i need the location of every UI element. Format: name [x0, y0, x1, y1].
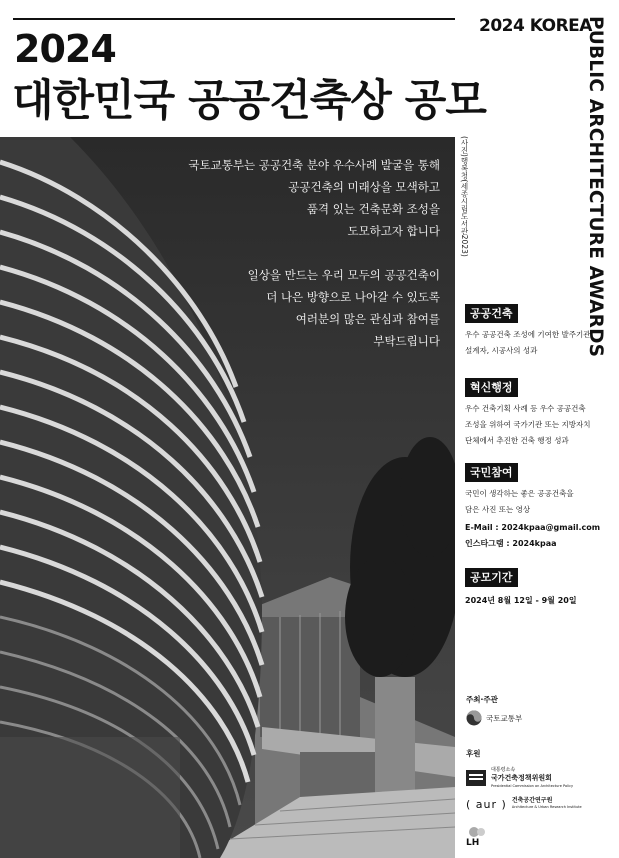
lh-circles-icon	[466, 826, 490, 838]
sponsor1-name: 국가건축정책위원회	[491, 774, 552, 782]
title-year: 2024	[14, 27, 116, 71]
category-description	[465, 486, 600, 518]
pcap-emblem-icon	[466, 770, 486, 786]
contact-instagram[interactable]: 인스타그램 : 2024kpaa	[465, 539, 557, 548]
category-label: 국민참여	[465, 463, 518, 482]
category-line: 설계자, 시공사의 성과	[465, 346, 538, 355]
category-line: 국민이 생각하는 좋은 공공건축을	[465, 489, 574, 498]
top-rule	[13, 18, 455, 20]
photo-credit: (사진)행복청(세종시립도서관2023)	[460, 136, 469, 257]
sponsor-auri-logo	[466, 797, 582, 811]
category-line: 담은 사진 또는 영상	[465, 505, 531, 514]
category-line: 조성을 위하여 국가기관 또는 지방자치	[465, 420, 591, 429]
intro-text	[175, 154, 440, 352]
submission-period	[465, 566, 577, 609]
host-logo	[466, 710, 522, 726]
sponsor3-name: LH	[466, 838, 480, 848]
sponsor-pcap-logo	[466, 766, 573, 790]
korea-label: 2024 KOREA	[479, 16, 592, 36]
taegeuk-icon	[466, 710, 482, 726]
sponsor2-name: 건축공간연구원	[511, 797, 553, 804]
host-name: 국토교통부	[486, 713, 523, 723]
intro-line: 부탁드립니다	[373, 334, 440, 348]
host-label: 주최·주관	[466, 695, 498, 704]
category-public-architecture	[465, 302, 593, 359]
category-label: 공공건축	[465, 304, 518, 323]
english-title-vertical: PUBLIC ARCHITECTURE AWARDS	[585, 16, 606, 358]
category-label: 혁신행정	[465, 378, 518, 397]
contact-email[interactable]: E-Mail : 2024kpaa@gmail.com	[465, 523, 601, 532]
intro-line: 도모하고자 합니다	[347, 224, 440, 238]
period-label: 공모기간	[465, 568, 518, 587]
category-line: 우수 공공건축 조성에 기여한 발주기관,	[465, 330, 593, 339]
category-innovative-administration	[465, 376, 590, 449]
category-description	[465, 327, 593, 359]
sponsor1-en: Presidential Commission on Architecture Policy	[491, 784, 574, 788]
auri-mark: ( aur )	[466, 797, 507, 811]
page-title: 대한민국 공공건축상 공모	[12, 76, 486, 126]
intro-line: 공공건축의 미래상을 모색하고	[288, 180, 440, 194]
intro-line: 더 나은 방향으로 나아갈 수 있도록	[266, 290, 440, 304]
category-description	[465, 401, 590, 449]
sponsor-label: 후원	[466, 749, 481, 758]
intro-line: 여러분의 많은 관심과 참여를	[295, 312, 440, 326]
intro-line: 품격 있는 건축문화 조성을	[306, 202, 440, 216]
category-public-participation	[465, 461, 600, 552]
period-value: 2024년 8월 12일 - 9월 20일	[465, 596, 577, 605]
category-line: 단체에서 추진한 건축 행정 성과	[465, 436, 569, 445]
intro-line: 일상을 만드는 우리 모두의 공공건축이	[247, 268, 440, 282]
intro-line: 국토교통부는 공공건축 분야 우수사례 발굴을 통해	[188, 158, 440, 172]
category-line: 우수 건축기획 사례 등 우수 공공건축	[465, 404, 586, 413]
sponsor2-en: Architecture & Urban Research Institute	[511, 805, 582, 809]
sponsor-lh-logo	[466, 826, 490, 848]
sponsor1-small: 대통령소속	[491, 767, 516, 773]
